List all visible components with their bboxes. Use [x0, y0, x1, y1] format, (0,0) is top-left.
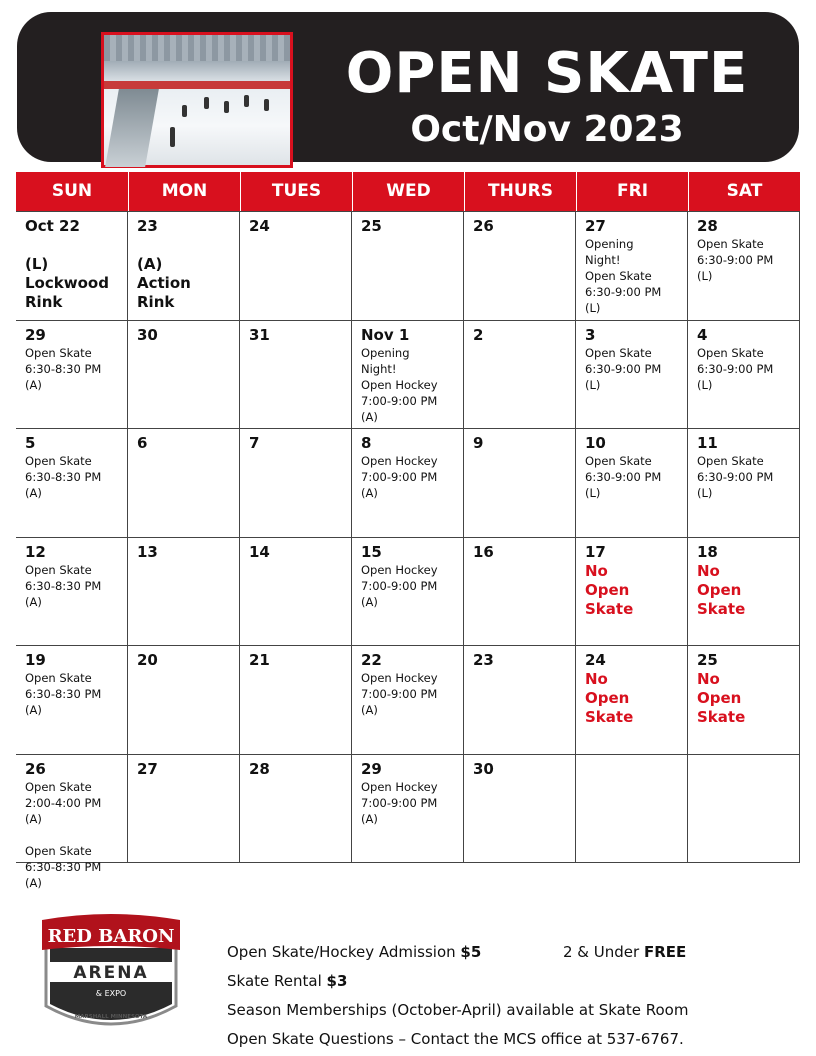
calendar-grid [16, 211, 800, 890]
weekday-sat: SAT [688, 172, 800, 211]
calendar-day [464, 212, 576, 321]
event-line: Open Skate [585, 454, 652, 468]
footer-info [227, 938, 787, 1054]
day-number: 26 [25, 759, 46, 778]
weekday-sun: SUN [51, 181, 93, 201]
calendar-day [16, 755, 128, 890]
calendar-day [128, 755, 240, 864]
calendar-day [16, 321, 128, 430]
rink-label: Rink [25, 293, 63, 311]
event-line: 6:30-8:30 PM [25, 361, 102, 376]
weekday-header [16, 172, 800, 211]
calendar-day [464, 646, 576, 755]
rink-label [137, 236, 239, 255]
calendar [16, 172, 800, 890]
day-number: 4 [697, 325, 708, 344]
calendar-day [688, 755, 800, 864]
event-line: (A) [25, 811, 42, 826]
day-number: 23 [473, 651, 494, 669]
event-line: 6:30-8:30 PM [25, 687, 102, 701]
calendar-day [240, 755, 352, 864]
event-line: 6:30-9:00 PM [697, 361, 774, 376]
day-number: 28 [697, 217, 718, 235]
day-number: 21 [249, 651, 270, 669]
event-line: Night! [585, 253, 621, 267]
event-line: Open Skate [25, 779, 92, 794]
event-line: (L) [585, 301, 601, 315]
no-skate-notice: Skate [697, 708, 746, 726]
day-number: 24 [249, 217, 270, 235]
rink-label: Rink [137, 293, 175, 311]
event-line: (L) [585, 377, 601, 392]
day-number: 18 [697, 542, 718, 561]
calendar-day [576, 321, 688, 430]
day-number: 25 [697, 651, 718, 669]
event-line: (A) [361, 811, 378, 826]
calendar-day [352, 321, 464, 430]
day-number: 11 [697, 434, 718, 452]
event-line: (L) [585, 486, 601, 500]
day-number: 20 [137, 651, 158, 669]
day-number: 29 [361, 759, 382, 778]
calendar-day [352, 755, 464, 864]
event-line: 2:00-4:00 PM [25, 795, 102, 810]
logo-line3: & EXPO [95, 989, 127, 998]
calendar-day [688, 538, 800, 647]
event-line: 6:30-8:30 PM [25, 578, 102, 593]
day-number: 26 [473, 217, 494, 235]
event-line: (A) [25, 486, 42, 500]
calendar-day [352, 429, 464, 538]
footer-rental: Skate Rental $3 [227, 972, 348, 990]
event-line: 7:00-9:00 PM [361, 393, 438, 408]
calendar-day [240, 321, 352, 430]
day-number: 16 [473, 542, 494, 561]
rink-label: Action [137, 274, 191, 292]
event-line: (A) [361, 703, 378, 717]
event-line: 6:30-8:30 PM [25, 859, 102, 874]
day-number: 30 [473, 759, 494, 778]
no-skate-notice: No [697, 561, 720, 580]
event-line: Open Skate [25, 843, 92, 858]
event-line: Open Skate [585, 269, 652, 283]
no-skate-notice: Skate [585, 708, 634, 726]
event-line: 6:30-9:00 PM [585, 470, 662, 484]
event-line: 7:00-9:00 PM [361, 687, 438, 701]
calendar-day [128, 538, 240, 647]
calendar-day [352, 538, 464, 647]
no-skate-notice: Open [585, 689, 630, 707]
rink-label: (L) [25, 255, 49, 273]
calendar-day [576, 755, 688, 864]
event-line [25, 827, 127, 843]
event-line: 6:30-9:00 PM [585, 361, 662, 376]
weekday-tues: TUES [240, 172, 352, 211]
day-number: 24 [585, 651, 606, 669]
rink-label [25, 236, 127, 255]
header-banner [17, 12, 799, 162]
calendar-day [16, 538, 128, 647]
event-line: Open Skate [25, 345, 92, 360]
event-line: (A) [25, 377, 42, 392]
day-number: 15 [361, 542, 382, 561]
rink-photo [101, 32, 293, 168]
rink-label: Lockwood [25, 274, 109, 292]
calendar-day [576, 429, 688, 538]
calendar-day [464, 538, 576, 647]
page-subtitle: Oct/Nov 2023 [410, 109, 684, 150]
day-number: 27 [137, 759, 158, 778]
event-line: (A) [361, 486, 378, 500]
weekday-mon: MON [128, 172, 240, 211]
red-baron-arena-logo [38, 914, 184, 1038]
calendar-day [688, 646, 800, 755]
event-line: Open Hockey [361, 454, 438, 468]
calendar-day [240, 538, 352, 647]
calendar-day [576, 212, 688, 321]
day-number: 30 [137, 325, 158, 344]
event-line: Open Hockey [361, 779, 438, 794]
calendar-day [688, 212, 800, 321]
no-skate-notice: No [697, 670, 720, 688]
calendar-day [352, 212, 464, 321]
event-line: 6:30-9:00 PM [585, 285, 662, 299]
event-line: 7:00-9:00 PM [361, 578, 438, 593]
event-line: Opening [585, 237, 634, 251]
event-line: (A) [361, 594, 378, 609]
no-skate-notice: Skate [697, 599, 746, 618]
calendar-day [576, 646, 688, 755]
day-number: 5 [25, 434, 36, 452]
event-line: Open Skate [585, 345, 652, 360]
event-line: (L) [697, 486, 713, 500]
page-title: OPEN SKATE [345, 41, 749, 106]
day-number: 29 [25, 325, 46, 344]
event-line: Open Hockey [361, 671, 438, 685]
day-number: 10 [585, 434, 606, 452]
event-line: (A) [25, 875, 42, 890]
calendar-day [128, 429, 240, 538]
calendar-day [16, 429, 128, 538]
day-number: 12 [25, 542, 46, 561]
logo-line2: ARENA [73, 963, 149, 983]
day-number: 8 [361, 434, 372, 452]
day-number: Nov 1 [361, 325, 410, 344]
no-skate-notice: Skate [585, 599, 634, 618]
event-line: 6:30-9:00 PM [697, 470, 774, 484]
event-line: Opening [361, 345, 410, 360]
day-number: 7 [249, 434, 260, 452]
event-line: Open Skate [697, 237, 764, 251]
calendar-day [240, 646, 352, 755]
logo-line1: RED BARON [47, 926, 175, 947]
calendar-day [688, 321, 800, 430]
day-number: 14 [249, 542, 270, 561]
weekday-fri: FRI [576, 172, 688, 211]
day-number: 19 [25, 651, 46, 669]
calendar-day [352, 646, 464, 755]
event-line: (L) [697, 377, 713, 392]
day-number: Oct 22 [25, 217, 80, 235]
weekday-thurs: THURS [464, 172, 576, 211]
day-number: 25 [361, 217, 382, 235]
event-line: Open Hockey [361, 377, 438, 392]
weekday-wed: WED [352, 172, 464, 211]
calendar-day [16, 212, 128, 321]
calendar-day [240, 429, 352, 538]
logo-line4: MARSHALL MINNESOTA [74, 1014, 148, 1020]
event-line: Open Skate [25, 454, 92, 468]
calendar-day [16, 646, 128, 755]
event-line: (A) [25, 594, 42, 609]
no-skate-notice: No [585, 670, 608, 688]
no-skate-notice: Open [697, 689, 742, 707]
event-line: 6:30-9:00 PM [697, 253, 774, 267]
day-number: 31 [249, 325, 270, 344]
event-line: Open Skate [25, 562, 92, 577]
event-line: 6:30-8:30 PM [25, 470, 102, 484]
day-number: 13 [137, 542, 158, 561]
rink-label: (A) [137, 255, 163, 273]
calendar-day [688, 429, 800, 538]
day-number: 27 [585, 217, 606, 235]
event-line: (A) [361, 409, 378, 424]
day-number: 28 [249, 759, 270, 778]
calendar-day [128, 212, 240, 321]
day-number: 3 [585, 325, 596, 344]
calendar-day [128, 646, 240, 755]
event-line: (A) [25, 703, 42, 717]
day-number: 9 [473, 434, 484, 452]
calendar-day [464, 321, 576, 430]
footer-memberships: Season Memberships (October-April) available at Skate Room [227, 1001, 689, 1019]
day-number: 2 [473, 325, 484, 344]
day-number: 17 [585, 542, 606, 561]
no-skate-notice: Open [585, 580, 630, 599]
day-number: 22 [361, 651, 382, 669]
day-number: 23 [137, 217, 158, 235]
event-line: 7:00-9:00 PM [361, 795, 438, 810]
event-line: 7:00-9:00 PM [361, 470, 438, 484]
footer-admission: Open Skate/Hockey Admission $5 2 & Under FREE [227, 943, 687, 961]
footer-questions: Open Skate Questions – Contact the MCS office at 537-6767. [227, 1030, 684, 1048]
event-line: Open Hockey [361, 562, 438, 577]
calendar-day [464, 429, 576, 538]
no-skate-notice: No [585, 561, 608, 580]
event-line: (L) [697, 269, 713, 283]
event-line: Open Skate [697, 454, 764, 468]
day-number: 6 [137, 434, 148, 452]
calendar-day [464, 755, 576, 864]
no-skate-notice: Open [697, 580, 742, 599]
calendar-day [128, 321, 240, 430]
calendar-day [576, 538, 688, 647]
event-line: Open Skate [697, 345, 764, 360]
event-line: Open Skate [25, 671, 92, 685]
event-line: Night! [361, 361, 397, 376]
calendar-day [240, 212, 352, 321]
